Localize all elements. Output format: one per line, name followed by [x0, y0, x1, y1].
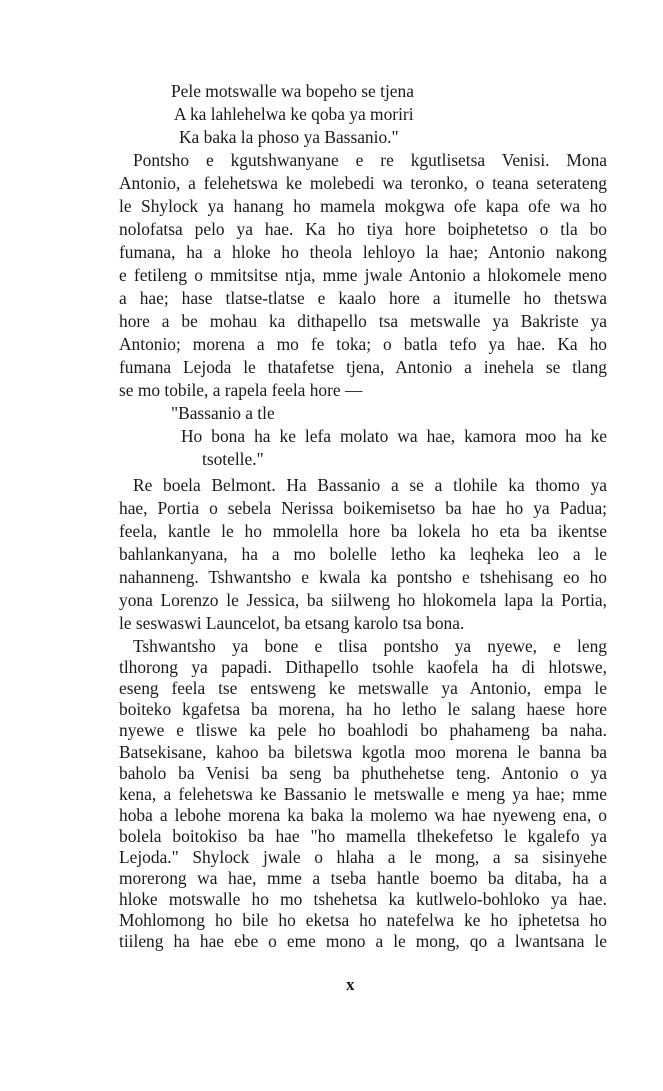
- body-line: Antonio, a felehetswa ke molebedi wa teronko, o teana seterateng: [119, 173, 607, 193]
- verse-line: Pele motswalle wa bopeho se tjena: [171, 81, 414, 101]
- body-line: fumana, ha a hloke ho theola lehloyo la hae; Antonio nakong: [119, 242, 607, 262]
- body-line: eseng feela tse entsweng ke metswalle ya Antonio, empa le: [119, 678, 607, 699]
- body-line: nolofatsa pelo ya hae. Ka ho tiya hore boiphetetso o tla bo: [119, 219, 607, 239]
- body-line: nahanneng. Tshwantsho e kwala ka pontsho e tshehisang eo ho: [119, 567, 607, 587]
- body-line: bahlankanyana, ha a mo bolelle letho ka leqheka leo a le: [119, 544, 607, 564]
- body-line: a hae; hase tlatse-tlatse e kaalo hore a itumelle ho thetswa: [119, 288, 607, 308]
- body-line: yona Lorenzo le Jessica, ba siilweng ho hlokomela lapa la Portia,: [119, 590, 607, 610]
- body-line: hloke motswalle ho mo tshehetsa ka kutlwelo-bohloko ya hae.: [119, 889, 607, 910]
- body-line: kena, a felehetswa ke Bassanio le metswalle e meng ya hae; mme: [119, 783, 607, 804]
- paragraph-first-line: Tshwantsho ya bone e tlisa pontsho ya nyewe, e leng: [133, 636, 607, 656]
- body-line: nyewe e tliswe ka pele ho boahlodi bo phahameng ba naha.: [119, 720, 607, 741]
- body-line: le Shylock ya hanang ho mamela mokgwa ofe kapa ofe wa ho: [119, 196, 607, 216]
- body-line: le seswaswi Launcelot, ba etsang karolo tsa bona.: [119, 613, 465, 633]
- body-line: fumana Lejoda le thatafetse tjena, Antonio a inehela se tlang: [119, 357, 607, 377]
- body-line: se mo tobile, a rapela feela hore —: [119, 380, 363, 400]
- body-line: e fetileng o mmitsitse ntja, mme jwale Antonio a hlokomele meno: [119, 265, 607, 285]
- body-line: Lejoda." Shylock jwale o hlaha a le mong, a sa sisinyehe: [119, 847, 607, 867]
- body-line: Antonio; morena a mo fe toka; o batla tefo ya hae. Ka ho: [119, 334, 607, 354]
- body-line: feela, kantle le ho mmolella hore ba lokela ho eta ba ikentse: [119, 521, 607, 541]
- verse-line: Ka baka la phoso ya Bassanio.": [179, 127, 399, 147]
- body-line: bolela boitokiso ba hae "ho mamella tlhekefetso le kgalefo ya: [119, 825, 607, 846]
- body-line: baholo ba Venisi ba seng ba phuthehetse teng. Antonio o ya: [119, 762, 607, 783]
- body-line: hae, Portia o sebela Nerissa boikemisetso ba hae ho ya Padua;: [119, 498, 607, 518]
- paragraph-first-line: Re boela Belmont. Ha Bassanio a se a tlohile ka thomo ya: [133, 475, 607, 495]
- body-line: Batsekisane, kahoo ba biletswa kgotla moo morena le banna ba: [119, 741, 607, 762]
- body-line: boiteko kgafetsa ba morena, ha ho letho le salang haese hore: [119, 699, 607, 720]
- page-number: x: [346, 975, 355, 994]
- body-line: tiileng ha hae ebe o eme mono a le mong, qo a lwantsana le: [119, 931, 607, 952]
- verse-line: "Bassanio a tle: [171, 403, 275, 423]
- body-line: Mohlomong ho bile ho eketsa ho natefelwa ke ho iphetetsa ho: [119, 910, 607, 931]
- body-line: hoba a lebohe morena ka baka la molemo wa hae nyeweng ena, o: [119, 804, 607, 825]
- verse-line: A ka lahlehelwa ke qoba ya moriri: [174, 104, 414, 124]
- body-line: tlhorong ya papadi. Dithapello tsohle kaofela ha di hlotswe,: [119, 657, 607, 678]
- verse-line: tsotelle.": [202, 449, 264, 469]
- body-line: morerong wa hae, mme a tseba hantle boemo ba ditaba, ha a: [119, 868, 607, 889]
- verse-line: Ho bona ha ke lefa molato wa hae, kamora moo ha ke: [181, 426, 607, 446]
- paragraph-first-line: Pontsho e kgutshwanyane e re kgutlisetsa Venisi. Mona: [133, 150, 607, 170]
- body-line: hore a be mohau ka dithapello tsa metswalle ya Bakriste ya: [119, 311, 607, 331]
